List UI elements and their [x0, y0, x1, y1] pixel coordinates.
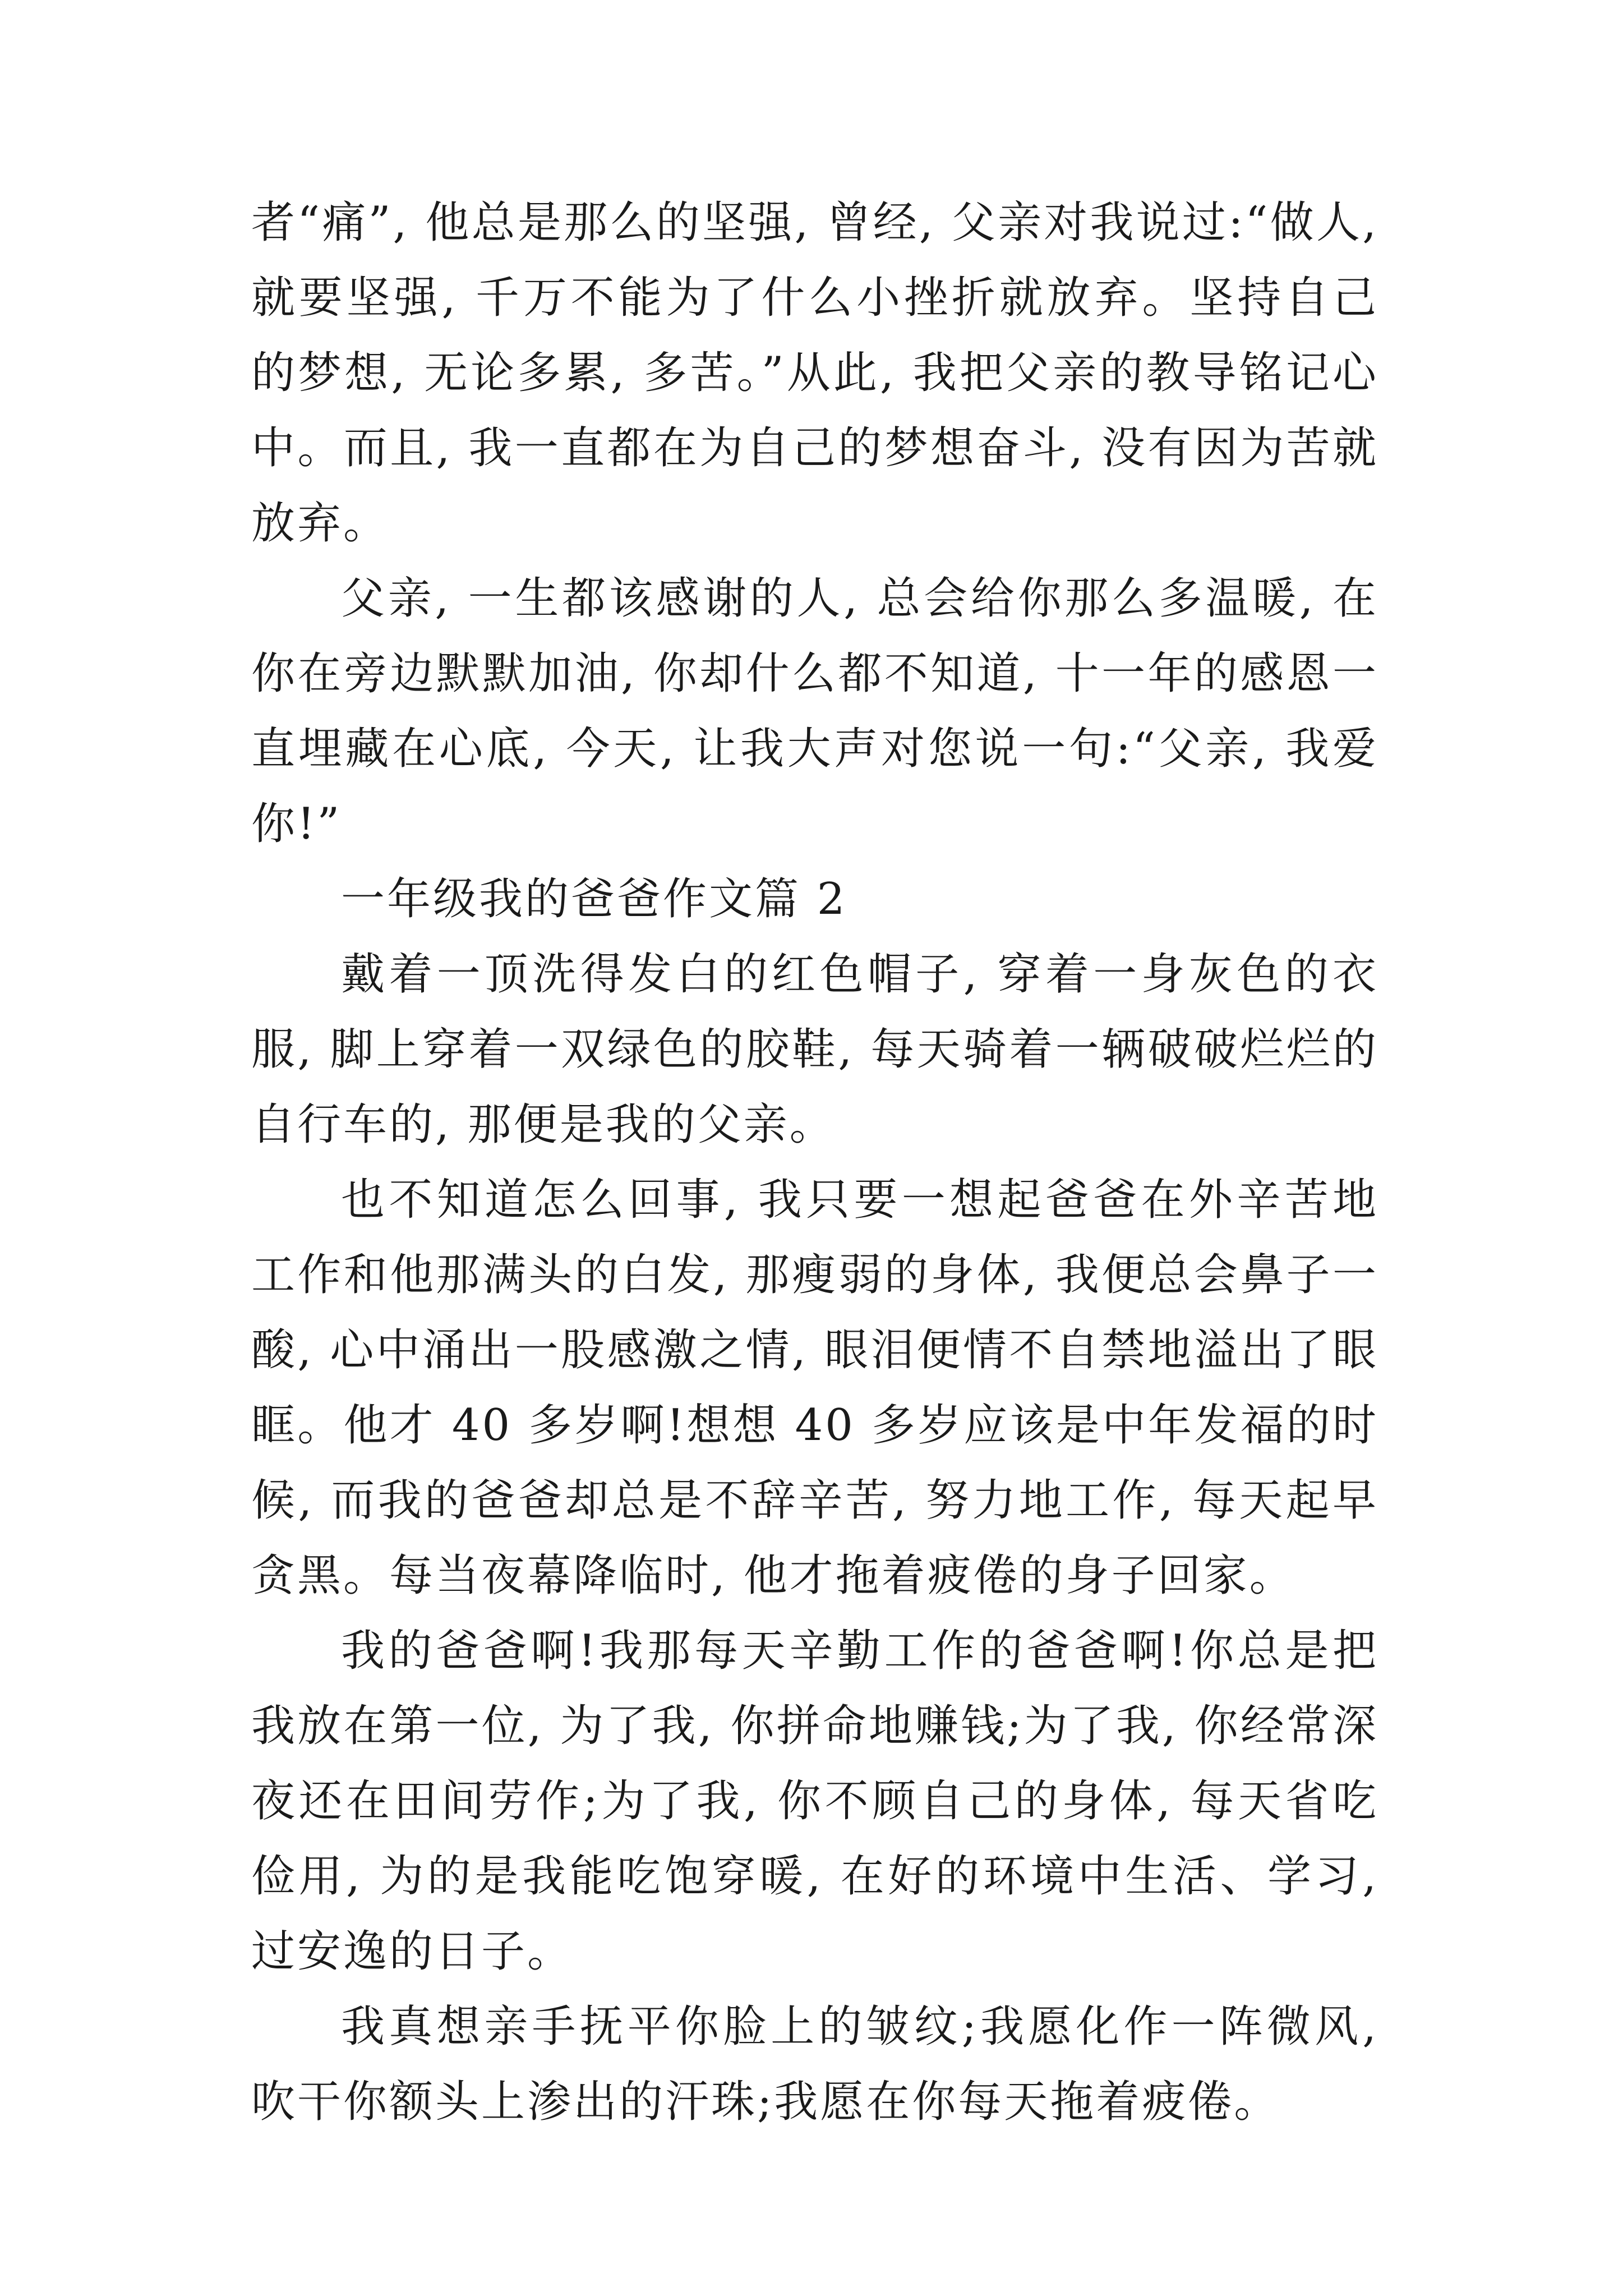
paragraph-4: 也不知道怎么回事, 我只要一想起爸爸在外辛苦地工作和他那满头的白发, 那瘦弱的身体, 我便总会鼻子一酸, 心中涌出一股感激之情, 眼泪便情不自禁地溢出了眼眶。他才 40 多岁啊!想想 40 多岁应该是中年发福的时候, 而我的爸爸却总是不辞辛苦, 努力地工作, 每天起早贪黑。每当夜幕降临时, 他才拖着疲倦的身子回家。	[251, 1175, 1378, 1601]
paragraph-1: 者“痛”, 他总是那么的坚强, 曾经, 父亲对我说过:“做人, 就要坚强, 千万不能为了什么小挫折就放弃。坚持自己的梦想, 无论多累, 多苦。”从此, 我把父亲的教导铭记心中。而且, 我一直都在为自己的梦想奋斗, 没有因为苦就放弃。	[251, 197, 1378, 549]
section-heading: 一年级我的爸爸作文篇 2	[341, 874, 847, 924]
essay-body	[251, 185, 1378, 2139]
paragraph-3: 戴着一顶洗得发白的红色帽子, 穿着一身灰色的衣服, 脚上穿着一双绿色的胶鞋, 每天骑着一辆破破烂烂的自行车的, 那便是我的父亲。	[251, 949, 1378, 1150]
paragraph-2: 父亲, 一生都该感谢的人, 总会给你那么多温暖, 在你在旁边默默加油, 你却什么都不知道, 十一年的感恩一直埋藏在心底, 今天, 让我大声对您说一句:“父亲, 我爱你!”	[251, 573, 1378, 849]
paragraph-5: 我的爸爸啊!我那每天辛勤工作的爸爸啊!你总是把我放在第一位, 为了我, 你拼命地赚钱;为了我, 你经常深夜还在田间劳作;为了我, 你不顾自己的身体, 每天省吃俭用, 为的是我能吃饱穿暖, 在好的环境中生活、学习, 过安逸的日子。	[251, 1626, 1378, 1977]
paragraph-6: 我真想亲手抚平你脸上的皱纹;我愿化作一阵微风, 吹干你额头上渗出的汗珠;我愿在你每天拖着疲倦。	[251, 2001, 1378, 2127]
